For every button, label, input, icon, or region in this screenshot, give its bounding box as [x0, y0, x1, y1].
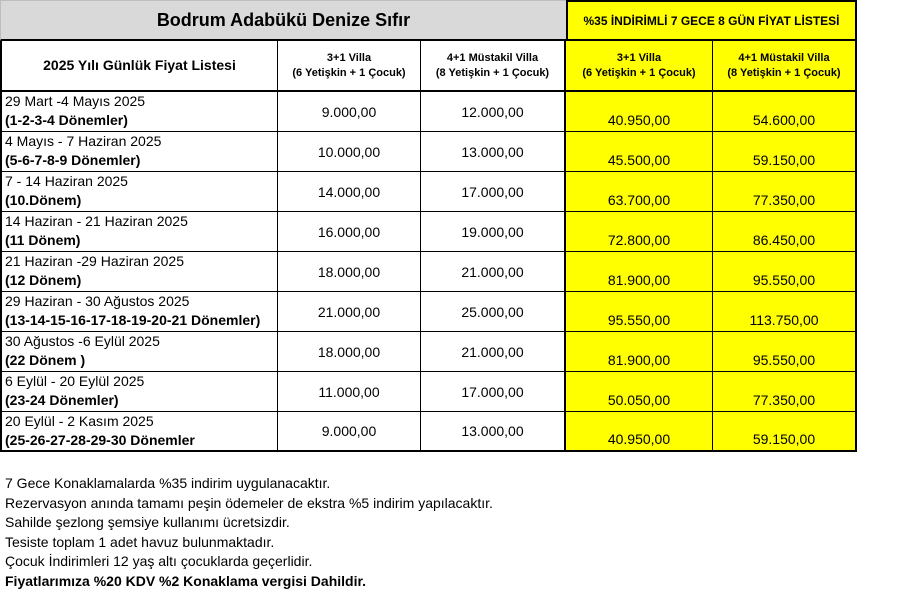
table-row — [0, 132, 857, 172]
header-villa-4-label: 4+1 Müstakil Villa — [446, 51, 539, 64]
header-discount-villa-4 — [713, 41, 857, 92]
table-row — [0, 212, 857, 252]
discount-price-villa-3: 45.500,00 — [566, 132, 713, 172]
period-numbers: (22 Dönem ) — [5, 352, 86, 368]
discount-title: %35 İNDİRİMLİ 7 GECE 8 GÜN FİYAT LİSTESİ — [566, 0, 857, 41]
period-numbers: (10.Dönem) — [5, 192, 82, 208]
header-villa-4-sub: (8 Yetişkin + 1 Çocuk) — [435, 66, 550, 79]
price-villa-3: 14.000,00 — [278, 172, 421, 212]
price-villa-3: 18.000,00 — [278, 332, 421, 372]
period-cell — [0, 412, 278, 452]
price-villa-4: 21.000,00 — [421, 332, 566, 372]
period-dates: 21 Haziran -29 Haziran 2025 — [5, 253, 184, 269]
period-numbers: (13-14-15-16-17-18-19-20-21 Dönemler) — [5, 312, 261, 328]
discount-price-villa-4: 86.450,00 — [713, 212, 857, 252]
period-cell — [0, 372, 278, 412]
price-villa-3: 16.000,00 — [278, 212, 421, 252]
period-cell — [0, 332, 278, 372]
header-villa-3 — [278, 41, 421, 92]
table-row — [0, 172, 857, 212]
price-villa-4: 21.000,00 — [421, 252, 566, 292]
discount-price-villa-4: 77.350,00 — [713, 372, 857, 412]
period-dates: 29 Mart -4 Mayıs 2025 — [5, 93, 146, 109]
period-dates: 30 Ağustos -6 Eylül 2025 — [5, 333, 160, 349]
table-row — [0, 252, 857, 292]
price-villa-3: 21.000,00 — [278, 292, 421, 332]
period-cell — [0, 252, 278, 292]
price-villa-4: 13.000,00 — [421, 132, 566, 172]
note-line: Çocuk İndirimleri 12 yaş altı çocuklarda geçerlidir. — [5, 553, 313, 569]
period-dates: 14 Haziran - 21 Haziran 2025 — [5, 213, 188, 229]
price-villa-4: 12.000,00 — [421, 92, 566, 132]
header-villa-4 — [421, 41, 566, 92]
discount-price-villa-4: 113.750,00 — [713, 292, 857, 332]
period-cell — [0, 292, 278, 332]
period-numbers: (12 Dönem) — [5, 272, 82, 288]
price-villa-4: 19.000,00 — [421, 212, 566, 252]
period-dates: 20 Eylül - 2 Kasım 2025 — [5, 413, 154, 429]
header-discount-villa-3-label: 3+1 Villa — [616, 51, 662, 64]
table-row — [0, 292, 857, 332]
period-cell — [0, 212, 278, 252]
header-discount-villa-4-label: 4+1 Müstakil Villa — [738, 51, 830, 64]
period-dates: 7 - 14 Haziran 2025 — [5, 173, 128, 189]
header-villa-3-label: 3+1 Villa — [326, 51, 372, 64]
discount-price-villa-4: 54.600,00 — [713, 92, 857, 132]
period-cell — [0, 92, 278, 132]
discount-price-villa-3: 72.800,00 — [566, 212, 713, 252]
discount-price-villa-4: 95.550,00 — [713, 252, 857, 292]
period-numbers: (1-2-3-4 Dönemler) — [5, 112, 128, 128]
discount-price-villa-3: 81.900,00 — [566, 332, 713, 372]
discount-price-villa-4: 95.550,00 — [713, 332, 857, 372]
header-price-list-label: 2025 Yılı Günlük Fiyat Listesi — [43, 57, 236, 73]
table-row — [0, 412, 857, 452]
note-line: Tesiste toplam 1 adet havuz bulunmaktadır. — [5, 533, 275, 550]
period-cell — [0, 132, 278, 172]
note-line: Rezervasyon anında tamamı peşin ödemeler de ekstra %5 indirim yapılacaktır. — [5, 494, 493, 511]
period-numbers: (5-6-7-8-9 Dönemler) — [5, 152, 141, 168]
period-numbers: (25-26-27-28-29-30 Dönemler — [5, 432, 195, 448]
sheet-title: Bodrum Adabükü Denize Sıfır — [0, 0, 566, 41]
table-row — [0, 332, 857, 372]
discount-price-villa-3: 40.950,00 — [566, 92, 713, 132]
period-numbers: (23-24 Dönemler) — [5, 392, 119, 408]
notes-section — [5, 474, 493, 591]
note-line: 7 Gece Konaklamalarda %35 indirim uygulanacaktır. — [5, 475, 331, 491]
period-dates: 29 Haziran - 30 Ağustos 2025 — [5, 293, 190, 309]
header-discount-villa-4-sub: (8 Yetişkin + 1 Çocuk) — [727, 66, 841, 79]
discount-price-villa-4: 77.350,00 — [713, 172, 857, 212]
discount-price-villa-3: 95.550,00 — [566, 292, 713, 332]
price-villa-4: 25.000,00 — [421, 292, 566, 332]
header-villa-3-sub: (6 Yetişkin + 1 Çocuk) — [292, 66, 406, 79]
period-dates: 4 Mayıs - 7 Haziran 2025 — [5, 133, 162, 149]
discount-price-villa-3: 40.950,00 — [566, 412, 713, 452]
price-villa-4: 17.000,00 — [421, 372, 566, 412]
header-price-list — [0, 41, 278, 92]
discount-price-villa-3: 50.050,00 — [566, 372, 713, 412]
discount-price-villa-4: 59.150,00 — [713, 132, 857, 172]
price-villa-3: 10.000,00 — [278, 132, 421, 172]
discount-price-villa-4: 59.150,00 — [713, 412, 857, 452]
period-cell — [0, 172, 278, 212]
discount-price-villa-3: 81.900,00 — [566, 252, 713, 292]
table-row — [0, 372, 857, 412]
price-villa-3: 9.000,00 — [278, 412, 421, 452]
note-line: Sahilde şezlong şemsiye kullanımı ücretsizdir. — [5, 514, 290, 530]
tax-note: Fiyatlarımıza %20 KDV %2 Konaklama vergisi Dahildir. — [5, 572, 367, 589]
table-row — [0, 92, 857, 132]
price-villa-3: 9.000,00 — [278, 92, 421, 132]
price-villa-4: 17.000,00 — [421, 172, 566, 212]
discount-price-villa-3: 63.700,00 — [566, 172, 713, 212]
period-numbers: (11 Dönem) — [5, 232, 81, 248]
price-villa-3: 18.000,00 — [278, 252, 421, 292]
header-discount-villa-3 — [566, 41, 713, 92]
price-villa-3: 11.000,00 — [278, 372, 421, 412]
price-villa-4: 13.000,00 — [421, 412, 566, 452]
header-discount-villa-3-sub: (6 Yetişkin + 1 Çocuk) — [582, 66, 696, 79]
period-dates: 6 Eylül - 20 Eylül 2025 — [5, 373, 145, 389]
